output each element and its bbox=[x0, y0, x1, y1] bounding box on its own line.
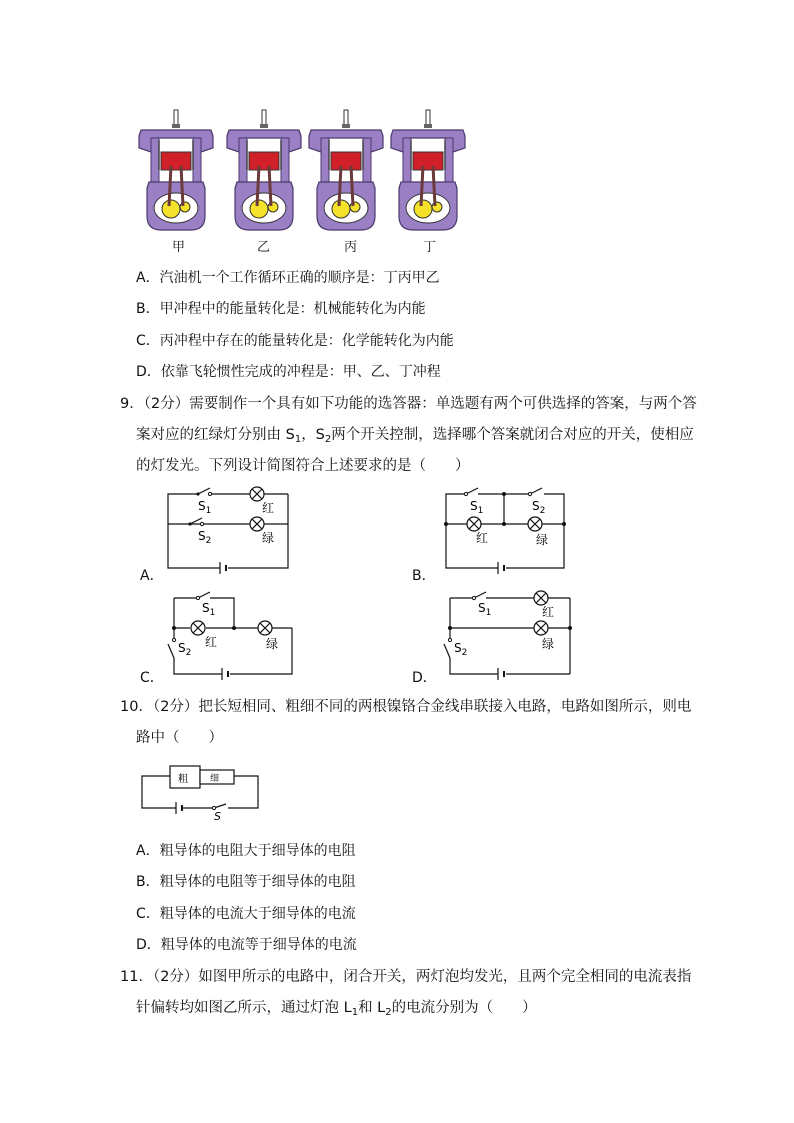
q9-option-b: B． bbox=[412, 568, 436, 584]
q8-option-text: 丙冲程中存在的能量转化是：化学能转化为内能 bbox=[159, 333, 454, 349]
q8-option-a bbox=[136, 268, 440, 288]
switch-label: $S_2$ bbox=[198, 529, 212, 546]
lamp-label-red: 红 bbox=[262, 501, 275, 515]
q10-option-c: C．粗导体的电流大于细导体的电流 bbox=[136, 906, 356, 922]
q8-option-c bbox=[136, 331, 454, 351]
engine-label-ding: 丁 bbox=[423, 240, 437, 255]
engine-label-yi: 乙 bbox=[257, 240, 271, 255]
switch-label: $S_1$ bbox=[202, 601, 216, 618]
switch-label: $S_1$ bbox=[198, 499, 212, 516]
q9-option-c: C． bbox=[140, 670, 164, 686]
engine-label-bing: 丙 bbox=[344, 240, 358, 255]
engine-yi bbox=[227, 110, 301, 230]
q11-stem-line2: 针偏转均如图乙所示，通过灯泡 $L_1$和 $L_2$的电流分别为（ ） bbox=[136, 1000, 537, 1018]
q8-option-text: 依靠飞轮惯性完成的冲程是：甲、乙、丁冲程 bbox=[160, 364, 441, 380]
q9-circuit-b bbox=[440, 482, 580, 582]
thick-wire-label: 粗 bbox=[178, 774, 188, 785]
q8-option-text: 汽油机一个工作循环正确的顺序是：丁丙甲乙 bbox=[159, 270, 440, 286]
lamp-label-green: 绿 bbox=[542, 637, 555, 651]
q8-option-letter: A． bbox=[136, 270, 160, 286]
q10-stem-line2: 路中（ ） bbox=[136, 730, 223, 746]
q11-stem-line1: 11．（2分）如图甲所示的电路中，闭合开关，两灯泡均发光，且两个完全相同的电流表指 bbox=[120, 969, 692, 985]
q8-option-text: 甲冲程中的能量转化是：机械能转化为内能 bbox=[159, 301, 426, 317]
q9-circuit-c bbox=[160, 588, 300, 684]
engine-label-jia: 甲 bbox=[172, 240, 186, 255]
q10-stem-line1: 10．（2分）把长短相同、粗细不同的两根镍铬合金线串联接入电路，电路如图所示，则电 bbox=[120, 699, 692, 715]
q8-option-letter: C． bbox=[136, 333, 160, 349]
lamp-label-green: 绿 bbox=[262, 531, 275, 545]
q9-circuit-a bbox=[160, 482, 300, 582]
lamp-label-green: 绿 bbox=[536, 533, 549, 547]
q9-stem-line1: 9．（2分）需要制作一个具有如下功能的选答器：单选题有两个可供选择的答案，与两个答 bbox=[120, 396, 697, 412]
switch-label: $S_1$ bbox=[478, 601, 492, 618]
q9-stem-line3: 的灯发光。下列设计简图符合上述要求的是（ ） bbox=[136, 458, 470, 474]
lamp-label-red: 红 bbox=[542, 605, 555, 619]
q8-option-letter: D． bbox=[136, 364, 161, 380]
q9-option-a: A． bbox=[140, 568, 164, 584]
switch-label: $S_2$ bbox=[454, 641, 468, 658]
thin-wire-label: 细 bbox=[210, 774, 220, 784]
q8-option-letter: B． bbox=[136, 301, 160, 317]
q9-stem-line2: 案对应的红绿灯分别由 $S_1$，$S_2$两个开关控制，选择哪个答案就闭合对应的开关，使相应 bbox=[136, 427, 694, 445]
switch-label: $S_1$ bbox=[470, 499, 484, 516]
q9-circuit-d bbox=[440, 588, 580, 684]
q9-option-d: D． bbox=[412, 670, 437, 686]
lamp-label-red: 红 bbox=[205, 635, 218, 649]
switch-label: $S_2$ bbox=[178, 641, 192, 658]
switch-label: $S_2$ bbox=[532, 499, 546, 516]
engine-ding bbox=[391, 110, 465, 230]
q10-circuit bbox=[138, 762, 262, 820]
engine-jia bbox=[139, 110, 213, 230]
lamp-label-green: 绿 bbox=[266, 637, 279, 651]
lamp-label-red: 红 bbox=[476, 531, 489, 545]
q10-option-d: D．粗导体的电流等于细导体的电流 bbox=[136, 937, 357, 953]
q10-option-b: B．粗导体的电阻等于细导体的电阻 bbox=[136, 874, 356, 890]
q8-option-d bbox=[136, 362, 441, 382]
q10-option-a: A．粗导体的电阻大于细导体的电阻 bbox=[136, 843, 356, 859]
q8-option-b bbox=[136, 299, 426, 319]
switch-label: S bbox=[214, 810, 221, 820]
engine-bing bbox=[309, 110, 383, 230]
